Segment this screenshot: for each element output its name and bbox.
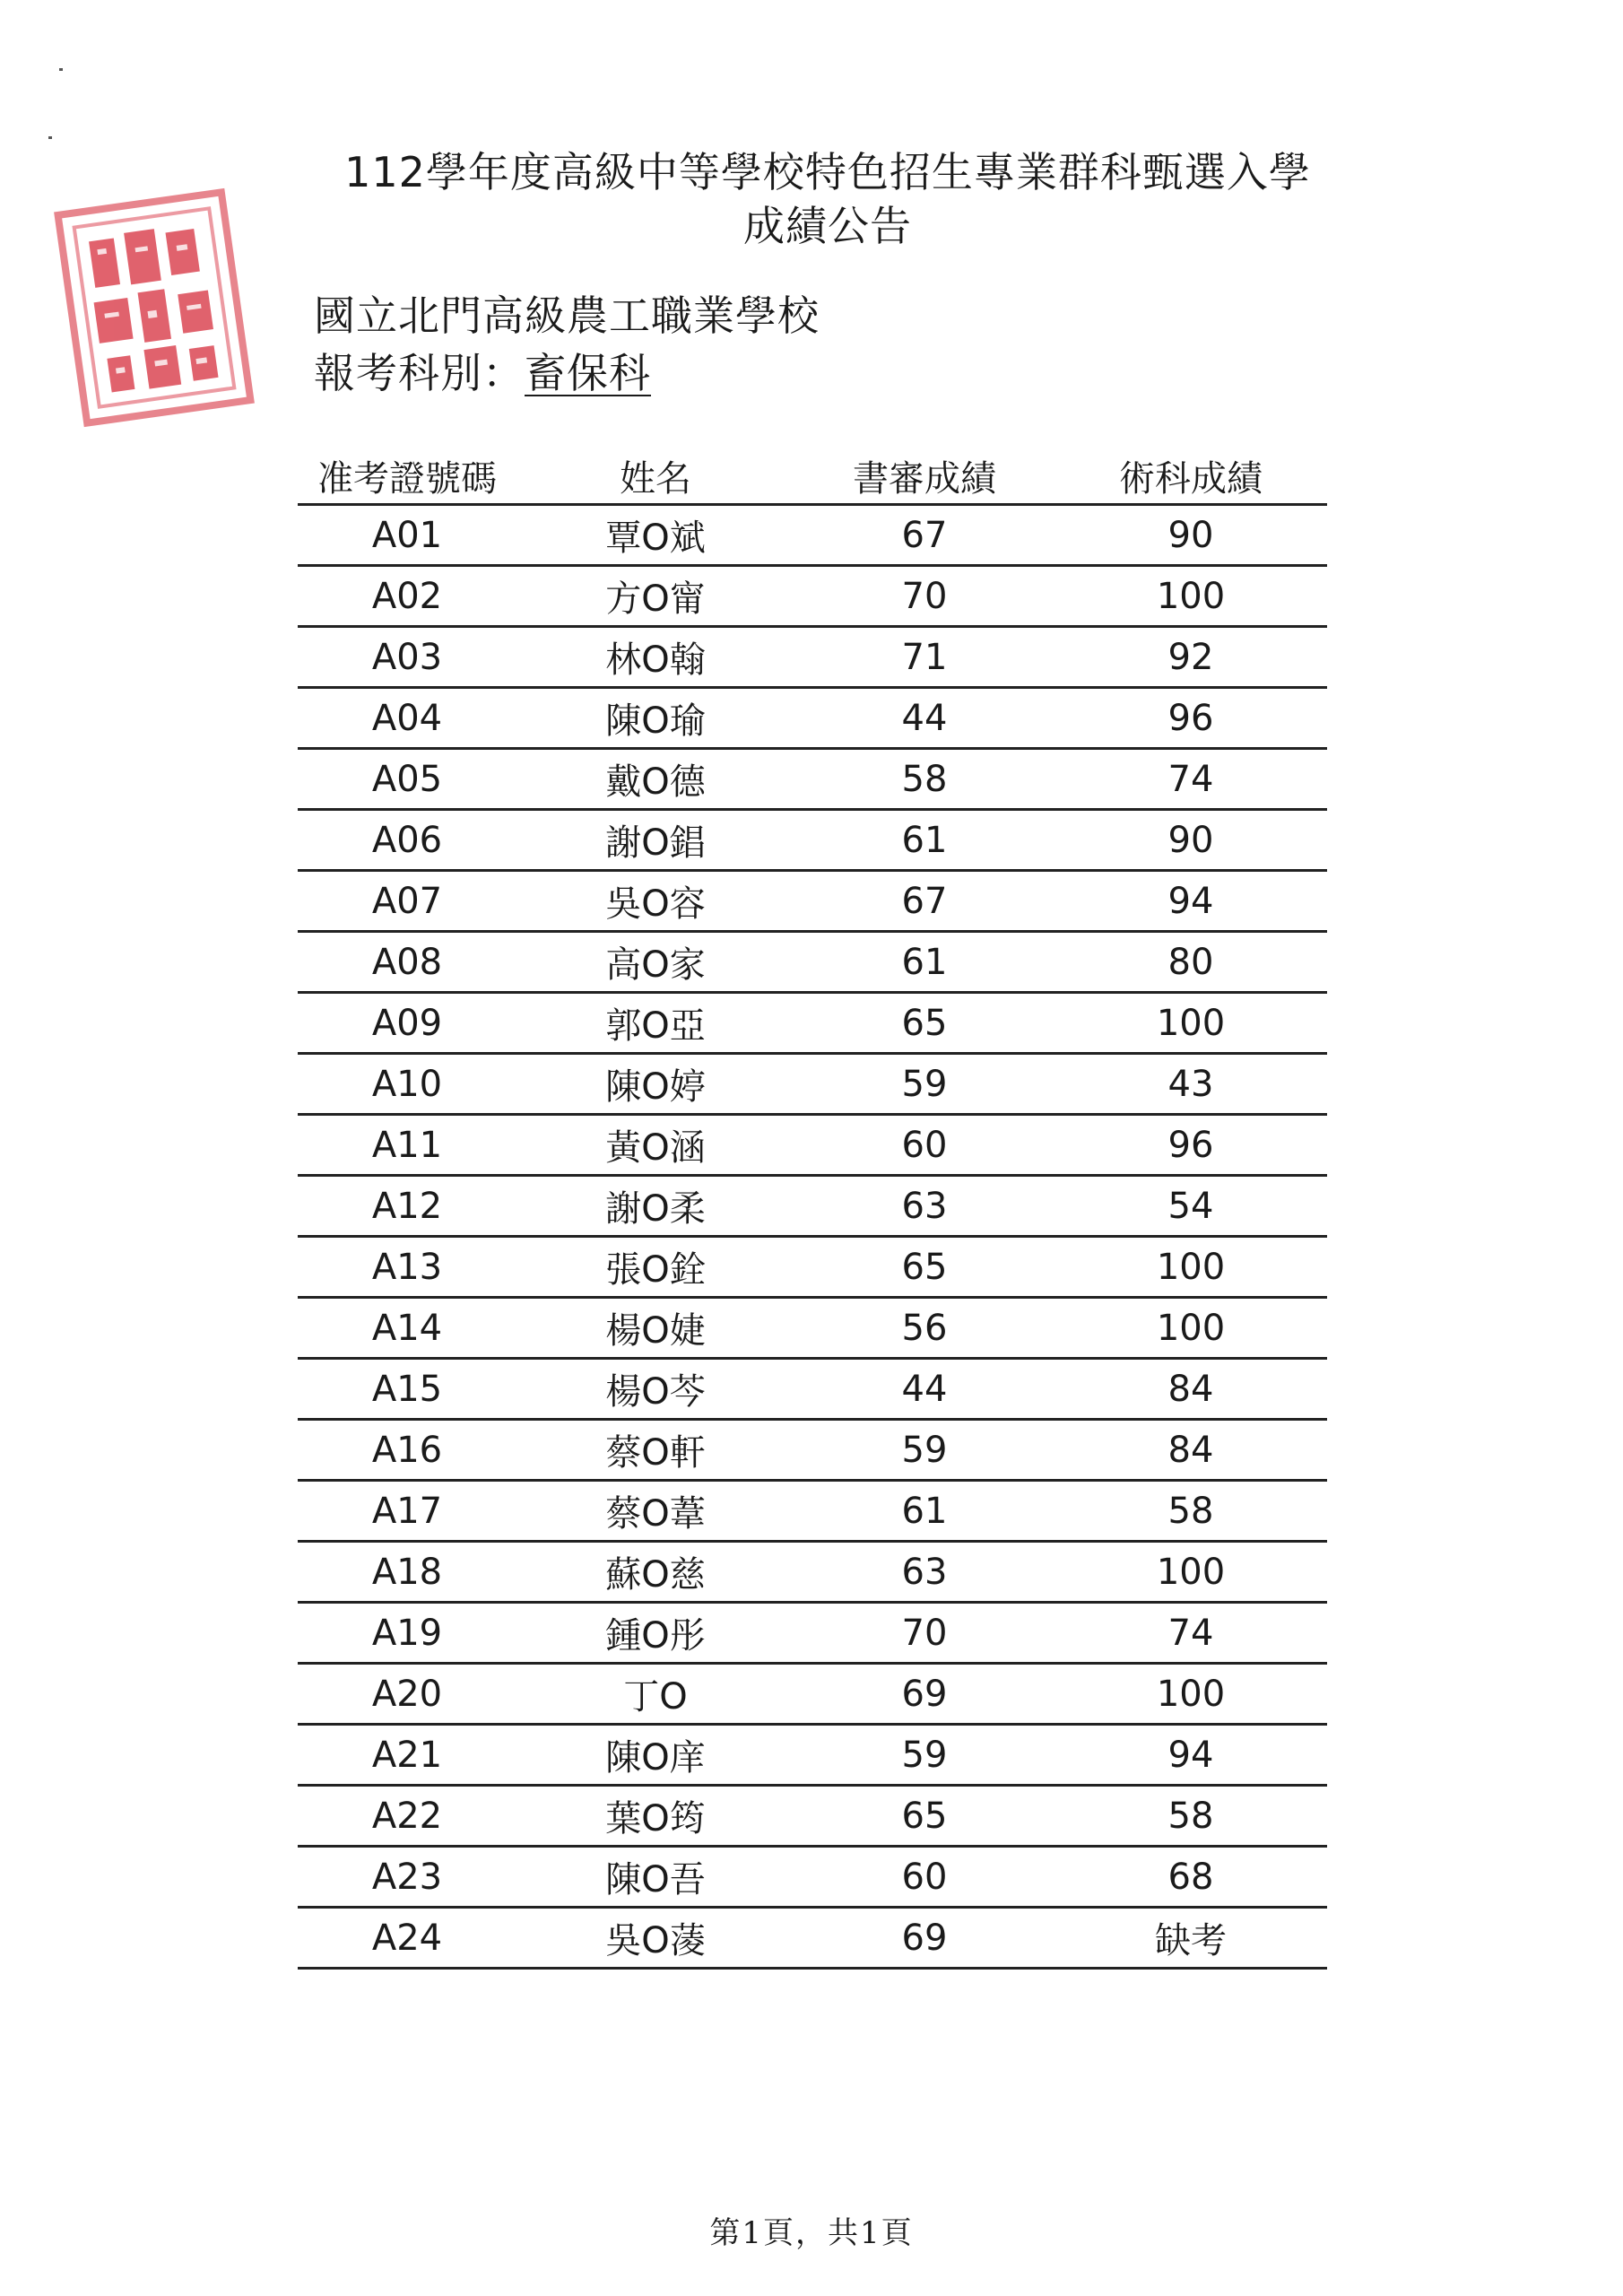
document-score-cell: 60 — [901, 1856, 948, 1898]
practical-score-cell: 92 — [1167, 636, 1214, 678]
table-row — [298, 872, 1327, 933]
table-row — [298, 689, 1327, 750]
document-score-cell: 69 — [901, 1673, 948, 1715]
name-cell: 鍾O彤 — [605, 1615, 706, 1657]
official-seal-stamp — [44, 178, 265, 438]
practical-score-cell: 100 — [1156, 1673, 1226, 1715]
document-score-cell: 71 — [901, 636, 948, 678]
name-cell: 蔡O軒 — [605, 1432, 706, 1474]
document-score-cell: 56 — [901, 1307, 948, 1349]
table-row — [298, 1787, 1327, 1848]
exam-number-cell: A10 — [371, 1063, 443, 1105]
table-row — [298, 1604, 1327, 1665]
header-practical-score: 術科成績 — [1119, 458, 1263, 500]
name-cell: 戴O德 — [605, 761, 706, 803]
name-cell: 陳O婷 — [605, 1066, 706, 1108]
page-subtitle: 成績公告 — [743, 202, 912, 250]
table-row — [298, 1909, 1327, 1970]
name-cell: 覃O斌 — [605, 517, 706, 559]
table-row — [298, 1360, 1327, 1421]
name-cell: 陳O瑜 — [605, 700, 706, 742]
name-cell: 吳O蓤 — [605, 1920, 706, 1961]
document-score-cell: 70 — [901, 1612, 948, 1654]
table-row — [298, 1177, 1327, 1238]
practical-score-cell: 96 — [1167, 1124, 1214, 1166]
name-cell: 陳O庠 — [605, 1737, 706, 1779]
name-cell: 陳O吾 — [605, 1859, 706, 1900]
exam-number-cell: A17 — [371, 1490, 443, 1532]
school-name: 國立北門高級農工職業學校 — [314, 291, 820, 340]
practical-score-cell: 43 — [1167, 1063, 1214, 1105]
practical-score-cell: 缺考 — [1155, 1920, 1227, 1961]
document-score-cell: 44 — [901, 1368, 948, 1410]
exam-number-cell: A02 — [371, 575, 443, 617]
exam-number-cell: A22 — [371, 1795, 443, 1837]
practical-score-cell: 68 — [1167, 1856, 1214, 1898]
exam-number-cell: A13 — [371, 1246, 443, 1288]
document-score-cell: 59 — [901, 1429, 948, 1471]
table-row — [298, 933, 1327, 994]
practical-score-cell: 74 — [1167, 758, 1214, 800]
practical-score-cell: 100 — [1156, 1551, 1226, 1593]
name-cell: 蔡O葦 — [605, 1493, 706, 1535]
exam-number-cell: A09 — [371, 1002, 443, 1044]
practical-score-cell: 84 — [1167, 1429, 1214, 1471]
name-cell: 丁O — [623, 1676, 688, 1718]
exam-number-cell: A04 — [371, 697, 443, 739]
practical-score-cell: 94 — [1167, 880, 1214, 922]
name-cell: 吳O容 — [605, 883, 706, 925]
practical-score-cell: 58 — [1167, 1490, 1214, 1532]
name-cell: 高O家 — [605, 944, 706, 986]
document-score-cell: 63 — [901, 1551, 948, 1593]
document-score-cell: 61 — [901, 819, 948, 861]
table-row — [298, 1543, 1327, 1604]
exam-number-cell: A08 — [371, 941, 443, 983]
document-score-cell: 44 — [901, 697, 948, 739]
exam-number-cell: A20 — [371, 1673, 443, 1715]
name-cell: 謝O柔 — [605, 1188, 706, 1230]
exam-number-cell: A18 — [371, 1551, 443, 1593]
table-row — [298, 1116, 1327, 1177]
name-cell: 郭O亞 — [605, 1005, 706, 1047]
practical-score-cell: 74 — [1167, 1612, 1214, 1654]
table-row — [298, 811, 1327, 872]
name-cell: 蘇O慈 — [605, 1554, 706, 1596]
practical-score-cell: 54 — [1167, 1185, 1214, 1227]
document-score-cell: 59 — [901, 1734, 948, 1776]
practical-score-cell: 100 — [1156, 1307, 1226, 1349]
table-row — [298, 1726, 1327, 1787]
department-label: 報考科別： — [314, 349, 525, 397]
document-score-cell: 59 — [901, 1063, 948, 1105]
table-row — [298, 750, 1327, 811]
exam-number-cell: A12 — [371, 1185, 443, 1227]
exam-number-cell: A19 — [371, 1612, 443, 1654]
exam-number-cell: A01 — [371, 514, 443, 556]
document-score-cell: 58 — [901, 758, 948, 800]
table-row — [298, 1482, 1327, 1543]
name-cell: 葉O筠 — [605, 1798, 706, 1839]
document-score-cell: 70 — [901, 575, 948, 617]
name-cell: 方O甯 — [605, 578, 706, 620]
document-score-cell: 63 — [901, 1185, 948, 1227]
table-row — [298, 1238, 1327, 1299]
exam-number-cell: A06 — [371, 819, 443, 861]
practical-score-cell: 94 — [1167, 1734, 1214, 1776]
exam-number-cell: A16 — [371, 1429, 443, 1471]
practical-score-cell: 100 — [1156, 1002, 1226, 1044]
name-cell: 黃O涵 — [605, 1127, 706, 1169]
exam-number-cell: A07 — [371, 880, 443, 922]
page-title: 112學年度高級中等學校特色招生專業群科甄選入學 — [344, 148, 1311, 196]
name-cell: 張O銓 — [605, 1249, 706, 1291]
practical-score-cell: 80 — [1167, 941, 1214, 983]
document-score-cell: 61 — [901, 941, 948, 983]
exam-number-cell: A21 — [371, 1734, 443, 1776]
header-name: 姓名 — [620, 458, 691, 500]
practical-score-cell: 90 — [1167, 514, 1214, 556]
page-number: 第1頁，共1頁 — [709, 2215, 914, 2251]
table-row — [298, 1848, 1327, 1909]
practical-score-cell: 90 — [1167, 819, 1214, 861]
name-cell: 謝O錩 — [605, 822, 706, 864]
document-score-cell: 69 — [901, 1917, 948, 1959]
document-score-cell: 65 — [901, 1795, 948, 1837]
document-score-cell: 67 — [901, 880, 948, 922]
document-score-cell: 60 — [901, 1124, 948, 1166]
document-score-cell: 61 — [901, 1490, 948, 1532]
exam-number-cell: A14 — [371, 1307, 443, 1349]
scan-speck — [48, 136, 52, 139]
practical-score-cell: 100 — [1156, 1246, 1226, 1288]
table-row — [298, 994, 1327, 1055]
department-line — [314, 346, 651, 400]
document-score-cell: 65 — [901, 1002, 948, 1044]
header-exam-number: 准考證號碼 — [317, 458, 497, 500]
document-score-cell: 67 — [901, 514, 948, 556]
table-body — [298, 506, 1327, 1970]
exam-number-cell: A03 — [371, 636, 443, 678]
name-cell: 林O翰 — [605, 639, 706, 681]
exam-number-cell: A05 — [371, 758, 443, 800]
practical-score-cell: 100 — [1156, 575, 1226, 617]
practical-score-cell: 58 — [1167, 1795, 1214, 1837]
table-row — [298, 628, 1327, 689]
table-row — [298, 506, 1327, 567]
table-row — [298, 1055, 1327, 1116]
table-row — [298, 1665, 1327, 1726]
department-value: 畜保科 — [525, 349, 651, 397]
exam-number-cell: A24 — [371, 1917, 443, 1959]
name-cell: 楊O芩 — [605, 1371, 706, 1413]
scan-speck — [59, 68, 63, 71]
exam-number-cell: A11 — [371, 1124, 443, 1166]
table-header-row — [298, 448, 1327, 506]
table-row — [298, 1421, 1327, 1482]
name-cell: 楊O婕 — [605, 1310, 706, 1352]
practical-score-cell: 96 — [1167, 697, 1214, 739]
practical-score-cell: 84 — [1167, 1368, 1214, 1410]
score-table — [298, 448, 1327, 1970]
exam-number-cell: A15 — [371, 1368, 443, 1410]
header-document-score: 書審成績 — [853, 458, 996, 500]
exam-number-cell: A23 — [371, 1856, 443, 1898]
document-score-cell: 65 — [901, 1246, 948, 1288]
table-row — [298, 567, 1327, 628]
table-row — [298, 1299, 1327, 1360]
